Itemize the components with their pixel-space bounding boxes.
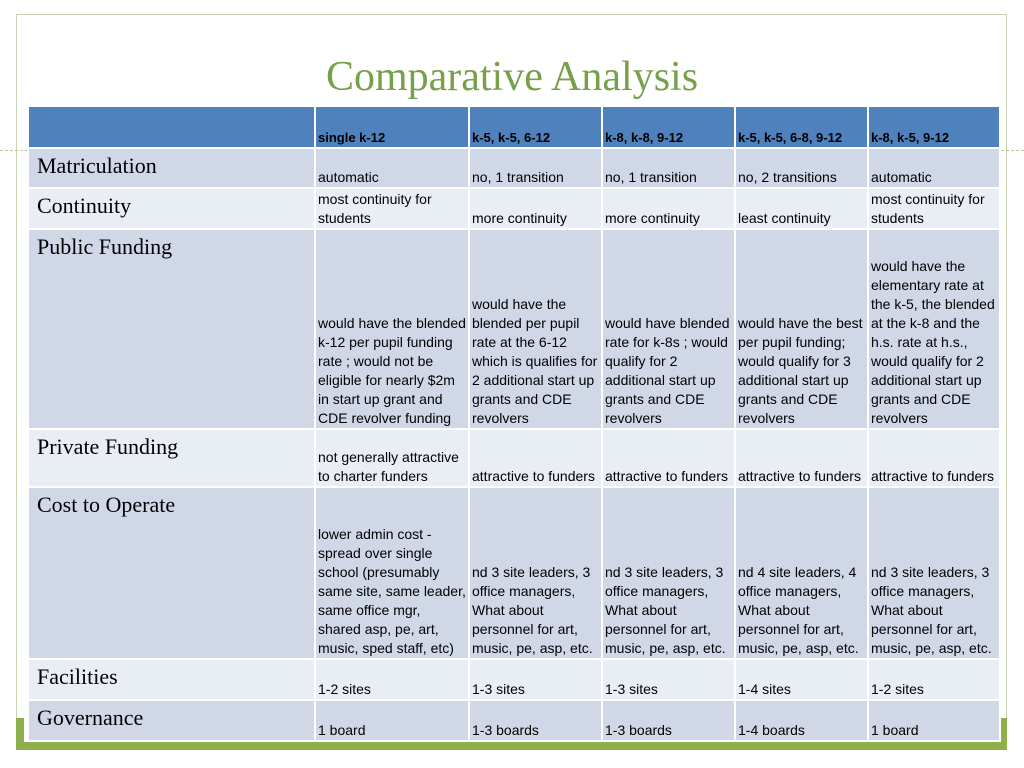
table-cell: 1-3 sites xyxy=(602,659,735,700)
table-row-continuity xyxy=(28,188,1000,229)
table-cell: 1-4 boards xyxy=(735,700,868,741)
slide-title: Comparative Analysis xyxy=(325,54,699,100)
table-row-matriculation xyxy=(28,148,1000,188)
table-row-governance xyxy=(28,700,1000,741)
table-row-facilities xyxy=(28,659,1000,700)
table-cell: automatic xyxy=(868,148,1000,188)
table-cell: would have blended rate for k-8s ; would qualify for 2 additional start up grants and CDE revolvers xyxy=(602,229,735,429)
table-cell: would have the blended k-12 per pupil funding rate ; would not be eligible for nearly $2m in start up grant and CDE revolver funding xyxy=(315,229,469,429)
table-row-cost-to-operate xyxy=(28,487,1000,659)
left-accent-line xyxy=(0,150,28,153)
table-row-public-funding xyxy=(28,229,1000,429)
row-label: Public Funding xyxy=(28,229,315,429)
table-cell: no, 2 transitions xyxy=(735,148,868,188)
table-cell: 1 board xyxy=(315,700,469,741)
table-cell: lower admin cost - spread over single school (presumably same site, same leader, same office mgr, shared asp, pe, art, music, sped staff, etc) xyxy=(315,487,469,659)
row-label: Matriculation xyxy=(28,148,315,188)
table-cell: 1-3 sites xyxy=(469,659,602,700)
table-cell: attractive to funders xyxy=(469,429,602,487)
table-cell: no, 1 transition xyxy=(469,148,602,188)
table-cell: 1-3 boards xyxy=(602,700,735,741)
table-cell: 1-4 sites xyxy=(735,659,868,700)
header-cell-k5-k5-68-912: k-5, k-5, 6-8, 9-12 xyxy=(735,106,868,148)
table-cell: attractive to funders xyxy=(602,429,735,487)
table-cell: no, 1 transition xyxy=(602,148,735,188)
table-cell: 1-3 boards xyxy=(469,700,602,741)
table-cell: would have the elementary rate at the k-5, the blended at the k-8 and the h.s. rate at h.s., would qualify for 2 additional start up grants and CDE revolvers xyxy=(868,229,1000,429)
table-cell: nd 3 site leaders, 3 office managers, What about personnel for art, music, pe, asp, etc. xyxy=(469,487,602,659)
table-cell: more continuity xyxy=(602,188,735,229)
table-cell: nd 4 site leaders, 4 office managers, What about personnel for art, music, pe, asp, etc. xyxy=(735,487,868,659)
table-cell: not generally attractive to charter funders xyxy=(315,429,469,487)
table-cell: would have the blended per pupil rate at the 6-12 which is qualifies for 2 additional start up grants and CDE revolvers xyxy=(469,229,602,429)
table-cell: most continuity for students xyxy=(868,188,1000,229)
row-label: Cost to Operate xyxy=(28,487,315,659)
header-cell-single-k12: single k-12 xyxy=(315,106,469,148)
table-cell: nd 3 site leaders, 3 office managers, What about personnel for art, music, pe, asp, etc. xyxy=(868,487,1000,659)
row-label: Private Funding xyxy=(28,429,315,487)
table-cell: nd 3 site leaders, 3 office managers, What about personnel for art, music, pe, asp, etc. xyxy=(602,487,735,659)
header-cell-corner xyxy=(28,106,315,148)
table-header-row xyxy=(28,106,1000,148)
row-label: Facilities xyxy=(28,659,315,700)
row-label: Governance xyxy=(28,700,315,741)
row-label: Continuity xyxy=(28,188,315,229)
comparison-table xyxy=(27,105,1001,742)
table-cell: would have the best per pupil funding; would qualify for 3 additional start up grants and CDE revolvers xyxy=(735,229,868,429)
header-cell-k8-k8-912: k-8, k-8, 9-12 xyxy=(602,106,735,148)
table-cell: most continuity for students xyxy=(315,188,469,229)
table-cell: 1 board xyxy=(868,700,1000,741)
table-row-private-funding xyxy=(28,429,1000,487)
header-cell-k5-k5-612: k-5, k-5, 6-12 xyxy=(469,106,602,148)
table-cell: attractive to funders xyxy=(868,429,1000,487)
table-cell: automatic xyxy=(315,148,469,188)
table-cell: least continuity xyxy=(735,188,868,229)
table-cell: 1-2 sites xyxy=(315,659,469,700)
table-cell: more continuity xyxy=(469,188,602,229)
table-cell: 1-2 sites xyxy=(868,659,1000,700)
header-cell-k8-k5-912: k-8, k-5, 9-12 xyxy=(868,106,1000,148)
table-cell: attractive to funders xyxy=(735,429,868,487)
